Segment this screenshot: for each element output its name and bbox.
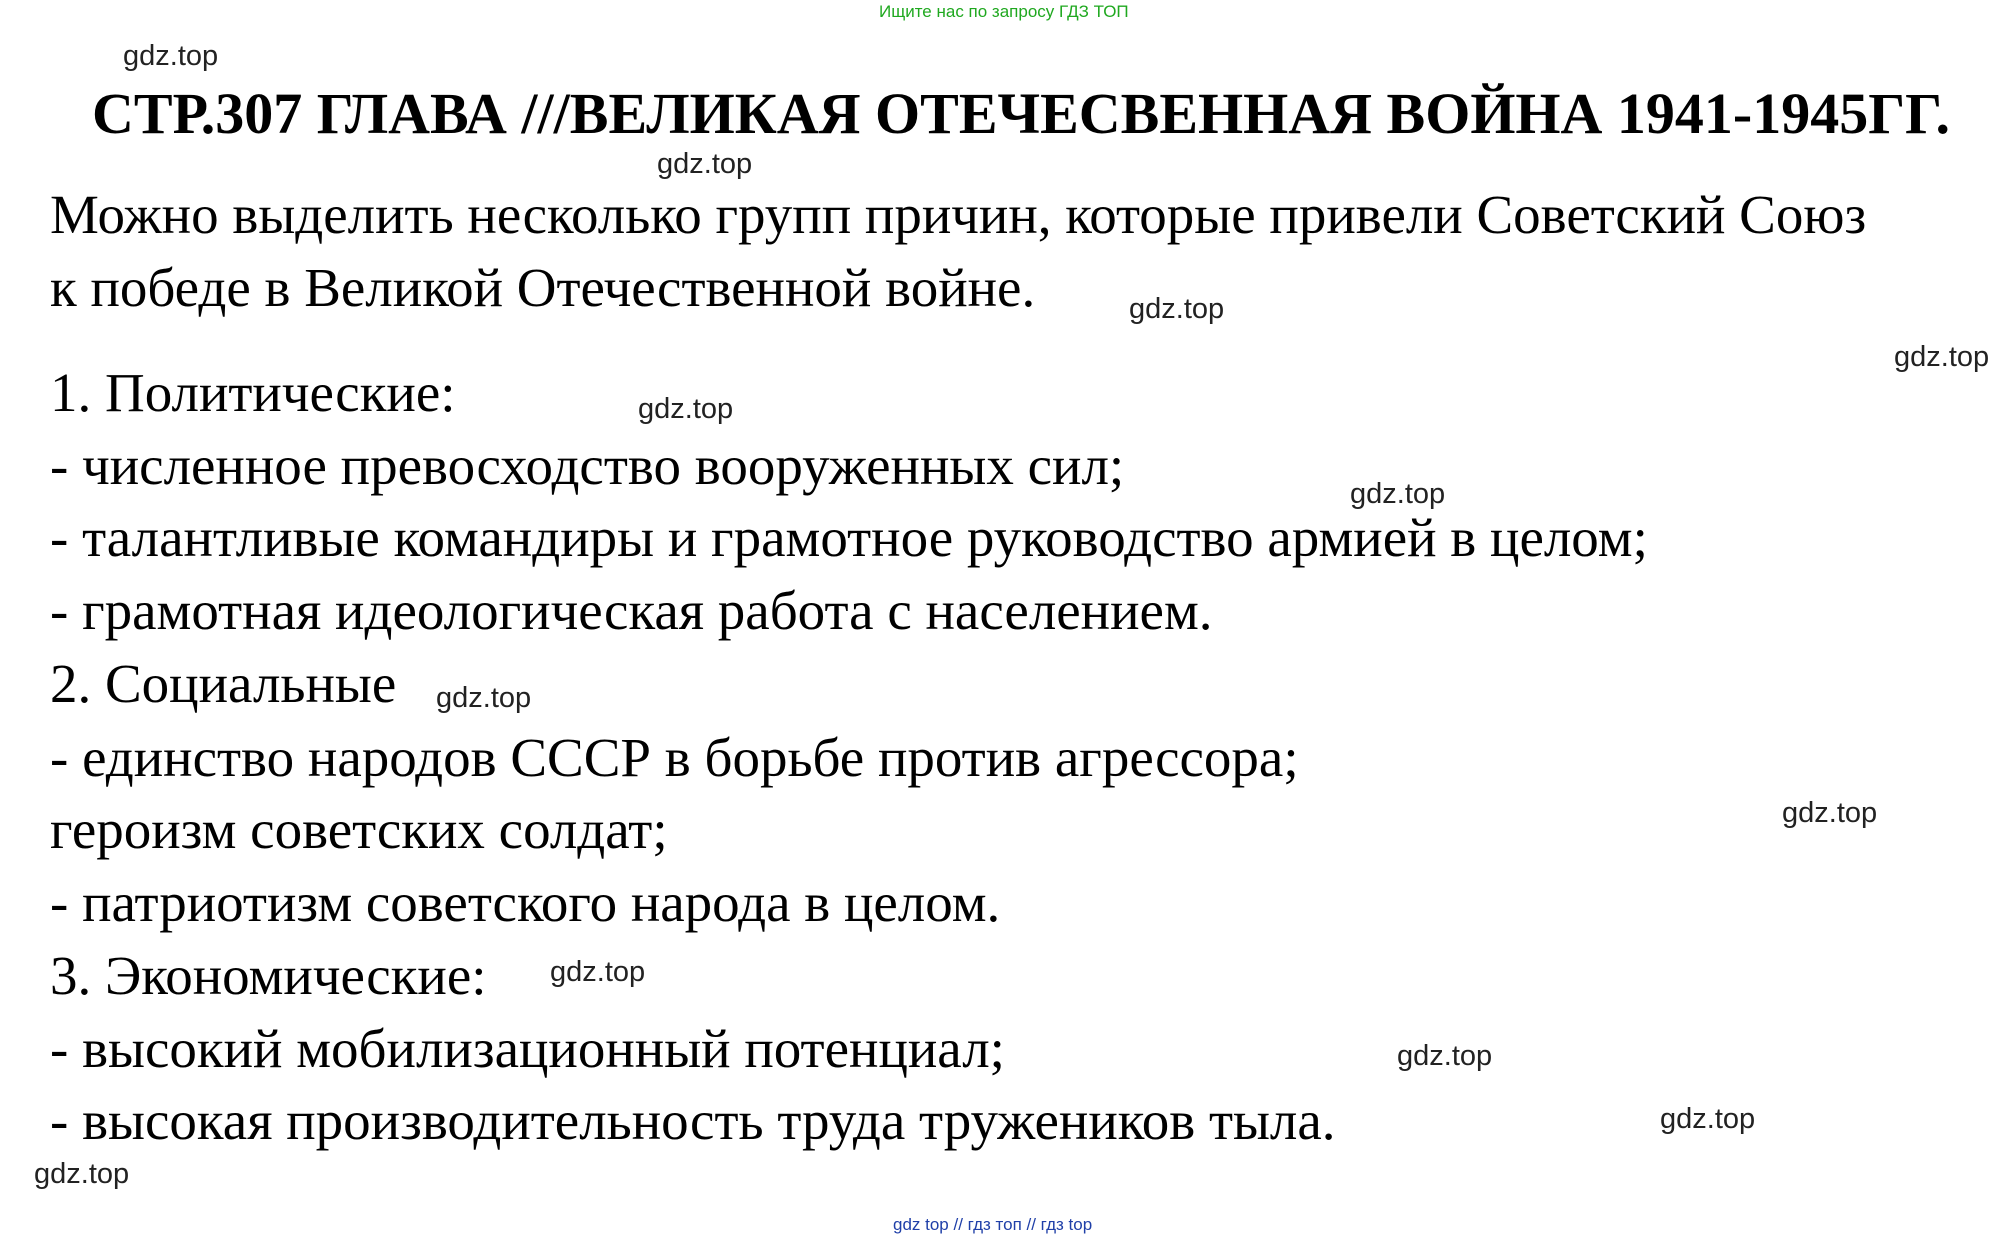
section-heading-political: 1. Политические: — [50, 362, 456, 423]
list-item: - патриотизм советского народа в целом. — [50, 872, 1001, 933]
list-item: героизм советских солдат; — [50, 799, 668, 860]
list-item: - численное превосходство вооруженных сил; — [50, 435, 1125, 496]
watermark: gdz.top — [1129, 293, 1225, 325]
section-heading-social: 2. Социальные — [50, 653, 397, 714]
list-item: - высокая производительность труда тружеников тыла. — [50, 1090, 1336, 1151]
list-item: - единство народов СССР в борьбе против агрессора; — [50, 727, 1299, 788]
watermark: gdz.top — [1660, 1103, 1756, 1135]
watermark: gdz.top — [123, 40, 219, 72]
list-item: - грамотная идеологическая работа с населением. — [50, 580, 1213, 641]
intro-line-2: к победе в Великой Отечественной войне. — [50, 257, 1036, 318]
watermark: gdz.top — [638, 393, 734, 425]
list-item: - высокий мобилизационный потенциал; — [50, 1018, 1005, 1079]
watermark: gdz.top — [436, 682, 532, 714]
footer-links: gdz top // гдз топ // гдз top — [893, 1215, 1093, 1234]
watermark: gdz.top — [657, 148, 753, 180]
watermark: gdz.top — [34, 1158, 130, 1190]
watermark: gdz.top — [1894, 341, 1990, 373]
section-heading-economic: 3. Экономические: — [50, 945, 487, 1006]
page-title: СТР.307 ГЛАВА ///ВЕЛИКАЯ ОТЕЧЕСВЕННАЯ ВОЙНА 1941-1945ГГ. — [92, 81, 1951, 146]
watermark: gdz.top — [550, 956, 646, 988]
watermark: gdz.top — [1782, 797, 1878, 829]
watermark: gdz.top — [1397, 1040, 1493, 1072]
top-banner: Ищите нас по запросу ГДЗ ТОП — [879, 2, 1129, 21]
watermark: gdz.top — [1350, 478, 1446, 510]
list-item: - талантливые командиры и грамотное руководство армией в целом; — [50, 507, 1648, 568]
intro-line-1: Можно выделить несколько групп причин, которые привели Советский Союз — [50, 184, 1867, 245]
